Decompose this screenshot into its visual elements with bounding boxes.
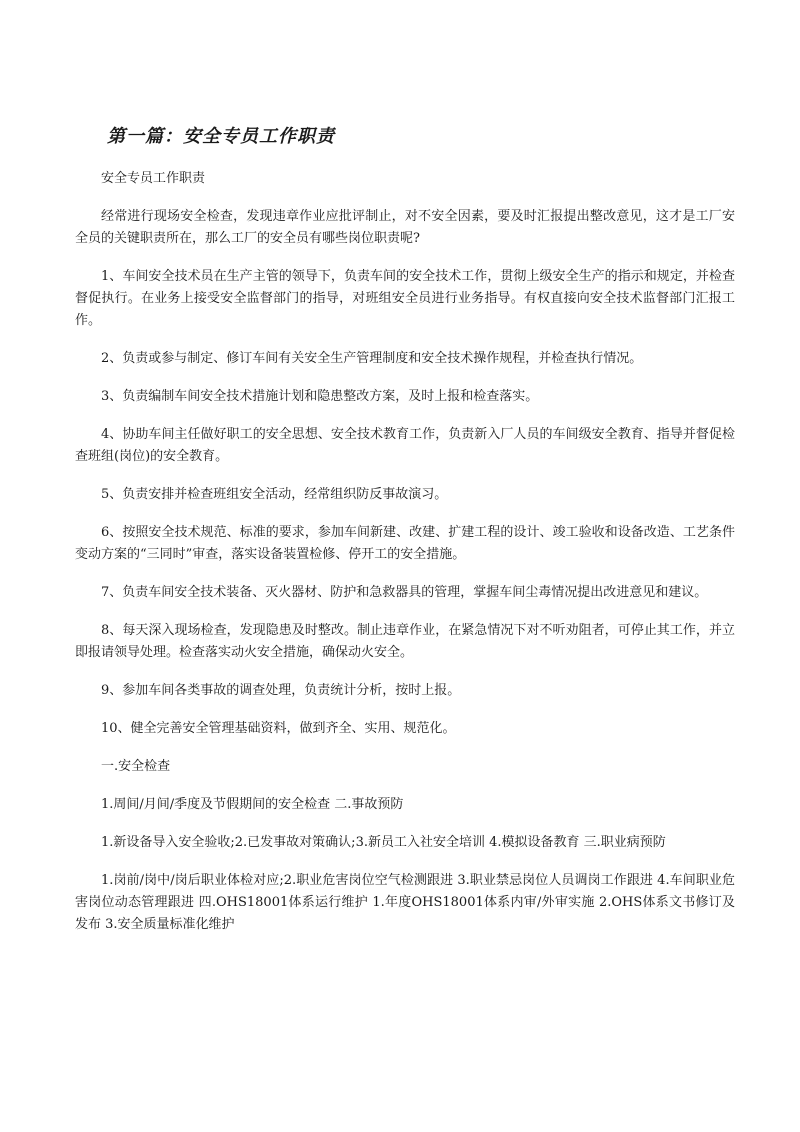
- section-safety-inspection: 一.安全检查: [101, 759, 171, 774]
- paragraph-prevention-items: 1.新设备导入安全验收;2.已发事故对策确认;3.新员工入社安全培训 4.模拟设备教育 三.职业病预防: [101, 835, 666, 850]
- paragraph-inspection-items: 1.周间/月间/季度及节假期间的安全检查 二.事故预防: [101, 797, 404, 812]
- paragraph-duty-10: 10、健全完善安全管理基础资料，做到齐全、实用、规范化。: [101, 721, 456, 736]
- document-title: 第一篇：安全专员工作职责: [107, 126, 335, 147]
- paragraph-duty-6: 6、按照安全技术规范、标准的要求，参加车间新建、改建、扩建工程的设计、竣工验收和设备改造、工艺条件变动方案的“三同时”审查，落实设备装置检修、停开工的安全措施。: [75, 525, 735, 562]
- paragraph-heading: 安全专员工作职责: [101, 171, 206, 186]
- paragraph-duty-2: 2、负责或参与制定、修订车间有关安全生产管理制度和安全技术操作规程，并检查执行情况。: [101, 351, 643, 366]
- document-body: [75, 168, 735, 952]
- paragraph-duty-5: 5、负责安排并检查班组安全活动，经常组织防反事故演习。: [101, 487, 448, 502]
- paragraph-duty-9: 9、参加车间各类事故的调查处理，负责统计分析，按时上报。: [101, 683, 461, 698]
- paragraph-duty-3: 3、负责编制车间安全技术措施计划和隐患整改方案，及时上报和检查落实。: [101, 389, 539, 404]
- paragraph-duty-7: 7、负责车间安全技术装备、灭火器材、防护和急救器具的管理，掌握车间尘毒情况提出改进意见和建议。: [101, 585, 708, 600]
- paragraph-occupational-items: 1.岗前/岗中/岗后职业体检对应;2.职业危害岗位空气检测跟进 3.职业禁忌岗位人员调岗工作跟进 4.车间职业危害岗位动态管理跟进 四.OHS18001体系运行维护 1.年度OHS18001体系内审/外审实施 2.OHS体系文书修订及发布 3.安全质量标准化维护: [75, 873, 735, 932]
- paragraph-intro: 经常进行现场安全检查，发现违章作业应批评制止，对不安全因素，要及时汇报提出整改意见，这才是工厂安全员的关键职责所在，那么工厂的安全员有哪些岗位职责呢?: [75, 209, 735, 246]
- paragraph-duty-8: 8、每天深入现场检查，发现隐患及时整改。制止违章作业，在紧急情况下对不听劝阻者，可停止其工作，并立即报请领导处理。检查落实动火安全措施，确保动火安全。: [75, 623, 735, 660]
- paragraph-duty-1: 1、车间安全技术员在生产主管的领导下，负责车间的安全技术工作，贯彻上级安全生产的指示和规定，并检查督促执行。在业务上接受安全监督部门的指导，对班组安全员进行业务指导。有权直接向安全技术监督部门汇报工作。: [75, 269, 735, 328]
- paragraph-duty-4: 4、协助车间主任做好职工的安全思想、安全技术教育工作，负责新入厂人员的车间级安全教育、指导并督促检查班组(岗位)的安全教育。: [75, 427, 735, 464]
